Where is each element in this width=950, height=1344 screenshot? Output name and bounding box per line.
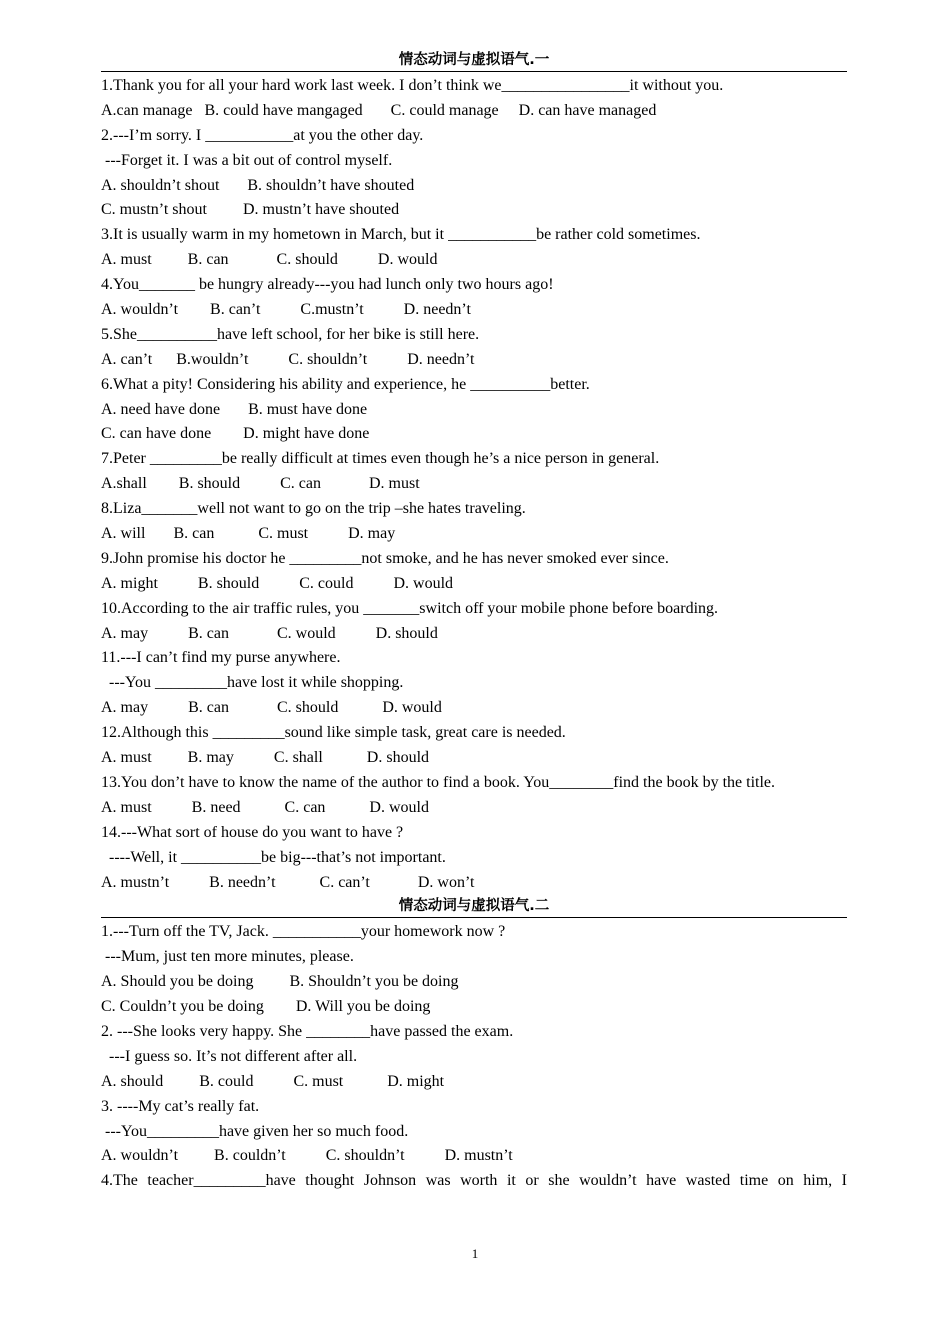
title-rule <box>101 71 847 72</box>
text-line: C. can have done D. might have done <box>101 425 370 443</box>
text-line: A. might B. should C. could D. would <box>101 574 454 592</box>
text-line: 2.---I’m sorry. I ___________at you the other day. <box>101 126 424 144</box>
text-line: 9.John promise his doctor he _________not smoke, and he has never smoked ever since. <box>101 549 669 567</box>
title-rule <box>101 917 847 918</box>
text-line: 7.Peter _________be really difficult at times even though he’s a nice person in general. <box>101 450 660 468</box>
text-line: 5.She__________have left school, for her bike is still here. <box>101 325 480 343</box>
question-list <box>101 74 847 895</box>
text-line: C. Couldn’t you be doing D. Will you be doing <box>101 998 431 1016</box>
document-page <box>101 49 847 1194</box>
text-line: A. may B. can C. would D. should <box>101 624 438 642</box>
text-line: 14.---What sort of house do you want to have ? <box>101 823 404 841</box>
text-line: 12.Although this _________sound like simple task, great care is needed. <box>101 724 566 742</box>
text-line: A. shouldn’t shout B. shouldn’t have shouted <box>101 176 415 194</box>
text-line: A. must B. can C. should D. would <box>101 251 438 269</box>
question-list <box>101 920 847 1194</box>
text-line: 11.---I can’t find my purse anywhere. <box>101 649 341 667</box>
text-line: 10.According to the air traffic rules, you _______switch off your mobile phone before boarding. <box>101 599 719 617</box>
text-line: A. wouldn’t B. can’t C.mustn’t D. needn’t <box>101 301 471 319</box>
text-line: 1.Thank you for all your hard work last week. I don’t think we________________it without you. <box>101 77 724 94</box>
text-line: 2. ---She looks very happy. She ________have passed the exam. <box>101 1022 514 1040</box>
text-line: A. may B. can C. should D. would <box>101 699 442 717</box>
text-line: A. must B. need C. can D. would <box>101 798 429 816</box>
text-line: 4.The teacher_________have thought Johnson was worth it or she wouldn’t have wasted time on him, I <box>101 1172 847 1190</box>
text-line: 6.What a pity! Considering his ability and experience, he __________better. <box>101 375 590 393</box>
text-line: ---Forget it. I was a bit out of control myself. <box>101 151 393 169</box>
section-2 <box>101 895 847 1194</box>
section-title: 情态动词与虚拟语气.一 <box>398 52 550 68</box>
text-line: 8.Liza_______well not want to go on the trip –she hates traveling. <box>101 500 526 518</box>
text-line: A. should B. could C. must D. might <box>101 1072 445 1090</box>
text-line: 1.---Turn off the TV, Jack. ___________your homework now ? <box>101 923 506 941</box>
text-line: A. mustn’t B. needn’t C. can’t D. won’t <box>101 873 475 891</box>
text-line: A. will B. can C. must D. may <box>101 525 396 543</box>
text-line: A. Should you be doing B. Shouldn’t you be doing <box>101 973 459 991</box>
text-line: A. need have done B. must have done <box>101 400 368 418</box>
text-line: 13.You don’t have to know the name of the author to find a book. You________find the book by the title. <box>101 773 776 791</box>
text-line: A.can manage B. could have mangaged C. could manage D. can have managed <box>101 101 657 119</box>
text-line: ---You _________have lost it while shopping. <box>101 674 404 692</box>
page-number: 1 <box>471 1246 479 1261</box>
text-line: C. mustn’t shout D. mustn’t have shouted <box>101 201 400 219</box>
text-line: ---Mum, just ten more minutes, please. <box>101 948 354 966</box>
text-line: A. can’t B.wouldn’t C. shouldn’t D. needn’t <box>101 350 475 368</box>
section-title: 情态动词与虚拟语气.二 <box>398 898 550 915</box>
text-line: A. wouldn’t B. couldn’t C. shouldn’t D. mustn’t <box>101 1147 513 1165</box>
text-line: 3. ----My cat’s really fat. <box>101 1097 260 1115</box>
text-line: ----Well, it __________be big---that’s not important. <box>101 848 446 866</box>
text-line: 4.You_______ be hungry already---you had lunch only two hours ago! <box>101 276 554 294</box>
text-line: A.shall B. should C. can D. must <box>101 475 420 493</box>
text-line: ---You_________have given her so much food. <box>101 1122 409 1140</box>
text-line: ---I guess so. It’s not different after all. <box>101 1047 358 1065</box>
text-line: A. must B. may C. shall D. should <box>101 749 430 767</box>
section-1 <box>101 49 847 895</box>
text-line: 3.It is usually warm in my hometown in March, but it ___________be rather cold sometimes. <box>101 226 701 244</box>
